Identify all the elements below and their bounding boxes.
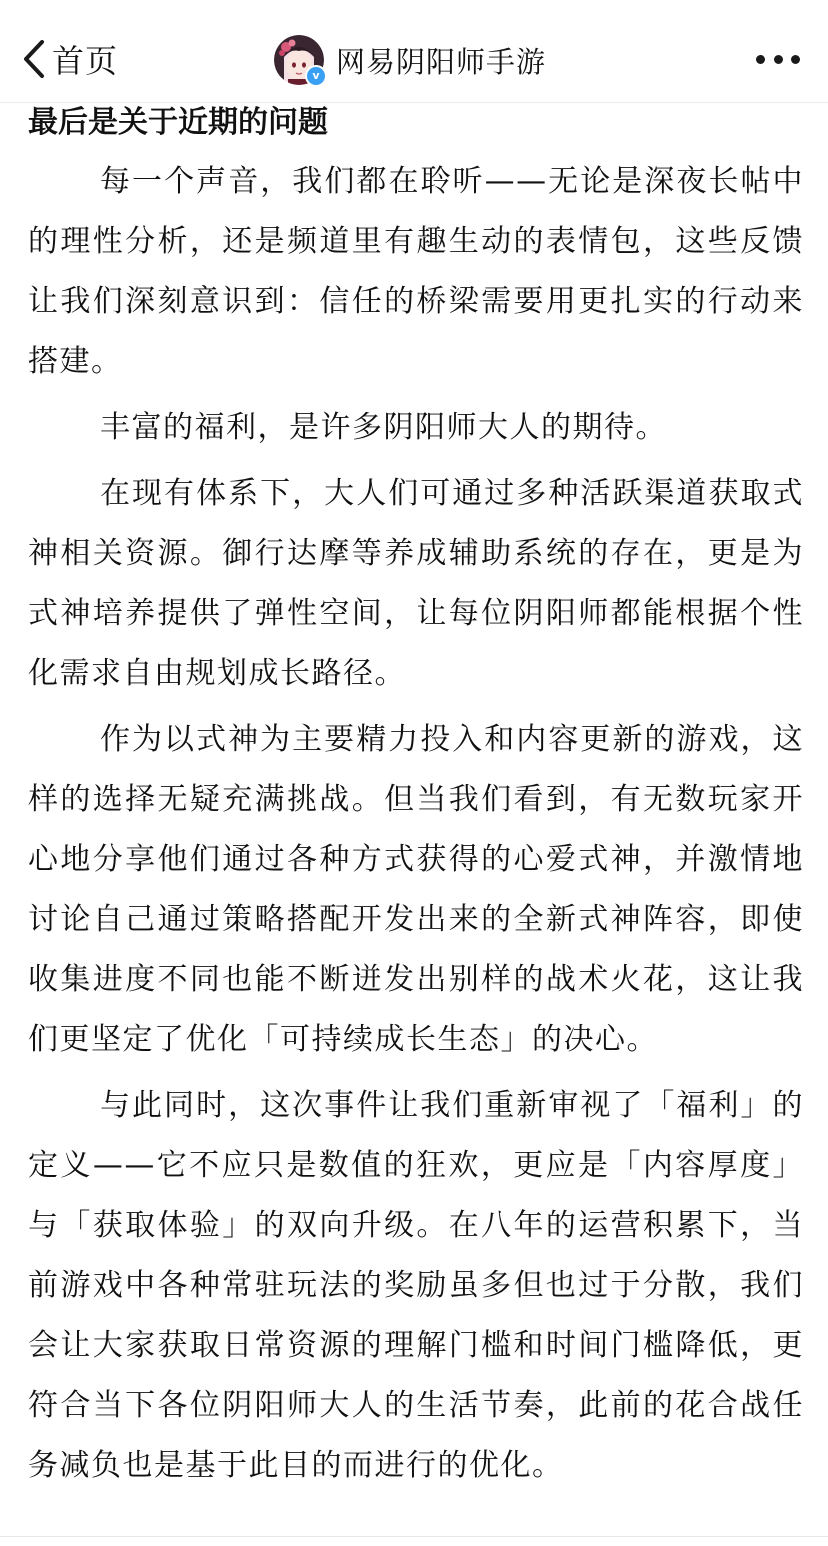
more-dot-icon	[756, 55, 765, 64]
back-label: 首页	[52, 42, 119, 80]
section-heading: 最后是关于近期的问题	[28, 105, 328, 140]
top-navigation-bar	[0, 0, 828, 103]
verified-badge-icon: v	[305, 65, 327, 87]
account-header[interactable]	[274, 34, 546, 86]
paragraph-text: 每一个声音，我们都在聆听——无论是深夜长帖中的理性分析，还是频道里	[28, 164, 804, 259]
article-body	[28, 102, 804, 1496]
paragraph-text: 与此同时，这次事件让我们重新审视了「福利」的定义——它不应只是数值的狂欢，更应是「内容厚度」与「获取体验」的双向升级。在八年的运营积累下，当前游戏中各种常驻玩法的奖励虽多但也过于分散，我们会让大家获取日常资源的理解门槛和时间门槛降低，更符合当下各位阴阳师大人的生活节奏，此前的花合战任务减负也是基于此目的而进行的优化。	[28, 1088, 804, 1483]
more-dot-icon	[774, 55, 783, 64]
account-name[interactable]: 网易阴阳师手游	[336, 44, 547, 79]
article-paragraph	[28, 1076, 804, 1496]
paragraph-text: 丰富的福利，是许多阴阳师大人的期待。	[100, 410, 667, 445]
paragraph-text: 在现有体系下，大人们可通过多种活跃渠道获取式神相关资源。御行达摩等养成辅助系统的存在，更是为式神培养提供了弹性空间，让每位阴阳师都能根据个性化需求自由规划成长路径。	[28, 476, 804, 691]
article-paragraph	[28, 464, 804, 704]
article-paragraph	[28, 710, 804, 1070]
paragraph-text: ，这些反馈让我们深刻意识到：信任的桥梁需要用更扎实的行动来搭建。	[28, 224, 805, 379]
article-paragraph	[28, 152, 804, 392]
bottom-divider	[0, 1536, 828, 1537]
more-dot-icon	[791, 55, 800, 64]
paragraph-text: 作为以式神为主要精力投入和内容更新的游戏，这样的选择无疑充满挑战。但当我们看到，有无数玩家开心地分享他们通过各种方式获得的心爱式神，并激情地讨论自己通过策略搭配开发出来的全新式神阵容，即使收集进度不同也能不断迸发出别样的战术火花，这让我们更坚定了优化「可持续成长生态」的决心。	[28, 722, 804, 1057]
avatar[interactable]	[274, 35, 324, 85]
article-paragraph	[28, 398, 804, 458]
inline-link[interactable]: 有趣生动的表情包	[384, 224, 644, 259]
back-button[interactable]	[20, 36, 118, 82]
more-options-button[interactable]	[756, 52, 800, 66]
chevron-left-icon	[20, 36, 50, 82]
